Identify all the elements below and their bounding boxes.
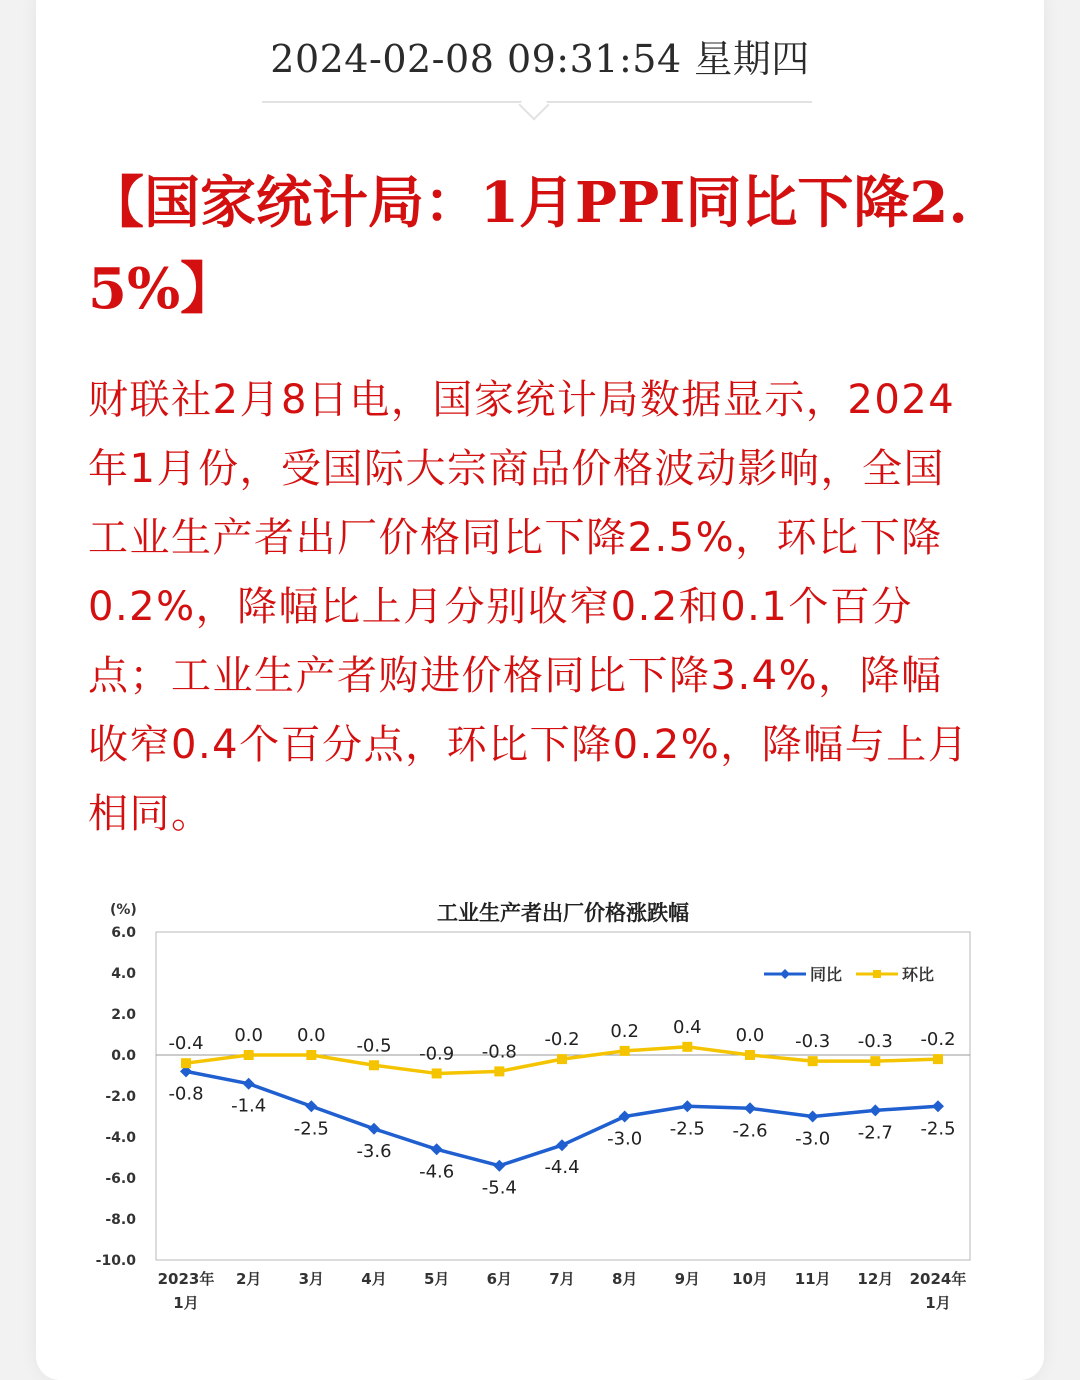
series-point-同比 xyxy=(744,1102,756,1114)
y-tick-label: -8.0 xyxy=(105,1212,136,1228)
ppi-chart xyxy=(88,880,988,1320)
x-tick-label: 4月 xyxy=(361,1270,387,1288)
legend-marker-环比 xyxy=(873,970,881,978)
series-point-环比 xyxy=(369,1060,379,1070)
series-point-同比 xyxy=(619,1111,631,1123)
data-label-环比: -0.3 xyxy=(795,1031,831,1053)
legend-label-同比: 同比 xyxy=(810,965,843,984)
data-label-环比: 0.4 xyxy=(673,1016,702,1038)
data-label-环比: -0.9 xyxy=(419,1043,455,1065)
x-tick-label: 7月 xyxy=(549,1270,575,1288)
series-point-同比 xyxy=(368,1123,380,1135)
series-point-同比 xyxy=(493,1160,505,1172)
data-label-同比: -0.8 xyxy=(168,1083,204,1105)
x-tick-label: 2月 xyxy=(235,1270,262,1288)
publish-timestamp: 2024-02-08 09:31:54 星期四 xyxy=(270,37,810,81)
series-point-环比 xyxy=(933,1054,943,1064)
data-label-环比: -0.8 xyxy=(481,1041,517,1063)
y-tick-label: 2.0 xyxy=(111,1007,136,1023)
article-body: 财联社2月8日电，国家统计局数据显示，2024年1月份，受国际大宗商品价格波动影响，全国工业生产者出厂价格同比下降2.5%，环比下降0.2%，降幅比上月分别收窄0.2和0.1个百分点；工业生产者购进价格同比下降3.4%，降幅收窄0.4个百分点，环比下降0.2%，降幅与上月相同。 xyxy=(88,377,970,837)
x-tick-label: 1月 xyxy=(173,1294,199,1312)
data-label-环比: 0.2 xyxy=(610,1020,639,1042)
x-tick-label: 9月 xyxy=(674,1270,701,1288)
data-label-同比: -3.0 xyxy=(795,1128,831,1150)
x-tick-label: 5月 xyxy=(423,1270,450,1288)
data-label-同比: -2.5 xyxy=(669,1118,705,1140)
data-label-同比: -3.0 xyxy=(607,1128,643,1150)
x-tick-label: 3月 xyxy=(298,1270,325,1288)
y-tick-label: -6.0 xyxy=(105,1171,136,1187)
x-tick-label: 2023年 xyxy=(157,1270,215,1288)
data-label-环比: -0.3 xyxy=(857,1031,893,1053)
series-point-环比 xyxy=(682,1042,692,1052)
series-point-环比 xyxy=(306,1050,316,1060)
data-label-环比: 0.0 xyxy=(735,1025,765,1046)
series-point-同比 xyxy=(869,1104,881,1116)
data-label-同比: -2.5 xyxy=(293,1118,329,1140)
x-tick-label: 12月 xyxy=(857,1270,894,1288)
data-label-同比: -2.7 xyxy=(857,1122,893,1144)
data-label-环比: -0.4 xyxy=(168,1033,204,1055)
series-point-环比 xyxy=(181,1058,191,1068)
y-tick-label: -4.0 xyxy=(105,1130,136,1146)
data-label-环比: 0.0 xyxy=(234,1025,263,1046)
y-tick-label: 0.0 xyxy=(111,1048,136,1064)
y-axis-unit: (%) xyxy=(110,902,137,918)
data-label-同比: -2.5 xyxy=(920,1118,956,1140)
data-label-同比: -2.6 xyxy=(732,1120,768,1142)
x-tick-label: 1月 xyxy=(925,1294,951,1312)
legend-label-环比: 环比 xyxy=(902,965,935,984)
series-point-同比 xyxy=(305,1100,317,1112)
series-point-环比 xyxy=(432,1068,442,1078)
chart-title: 工业生产者出厂价格涨跌幅 xyxy=(437,901,689,925)
chart-svg xyxy=(88,880,988,1320)
y-tick-label: -10.0 xyxy=(95,1253,136,1269)
series-point-环比 xyxy=(808,1056,818,1066)
data-label-同比: -5.4 xyxy=(481,1177,517,1199)
y-tick-label: 4.0 xyxy=(111,966,136,982)
data-label-同比: -3.6 xyxy=(356,1140,392,1162)
y-tick-label: 6.0 xyxy=(111,925,136,941)
series-point-同比 xyxy=(807,1111,819,1123)
data-label-环比: -0.2 xyxy=(544,1029,580,1051)
series-point-环比 xyxy=(870,1056,880,1066)
series-point-环比 xyxy=(244,1050,254,1060)
data-label-同比: -4.4 xyxy=(544,1157,580,1179)
data-label-环比: -0.5 xyxy=(356,1035,392,1057)
series-point-同比 xyxy=(681,1100,693,1112)
series-point-同比 xyxy=(243,1078,255,1090)
series-point-同比 xyxy=(556,1139,568,1151)
data-label-同比: -1.4 xyxy=(231,1095,267,1117)
x-tick-label: 8月 xyxy=(611,1270,638,1288)
series-point-环比 xyxy=(745,1050,755,1060)
series-point-同比 xyxy=(431,1143,443,1155)
y-tick-label: -2.0 xyxy=(105,1089,136,1105)
x-tick-label: 2024年 xyxy=(909,1270,967,1288)
data-label-环比: 0.0 xyxy=(297,1025,326,1046)
legend-marker-同比 xyxy=(780,969,790,979)
series-point-环比 xyxy=(494,1066,504,1076)
series-point-同比 xyxy=(932,1100,944,1112)
x-tick-label: 11月 xyxy=(794,1270,831,1288)
data-label-环比: -0.2 xyxy=(920,1029,956,1051)
article-headline: 【国家统计局：1月PPI同比下降2.5%】 xyxy=(88,170,968,322)
x-tick-label: 10月 xyxy=(732,1270,768,1288)
series-point-环比 xyxy=(557,1054,567,1064)
data-label-同比: -4.6 xyxy=(419,1161,455,1183)
x-tick-label: 6月 xyxy=(486,1270,513,1288)
series-point-环比 xyxy=(620,1046,630,1056)
